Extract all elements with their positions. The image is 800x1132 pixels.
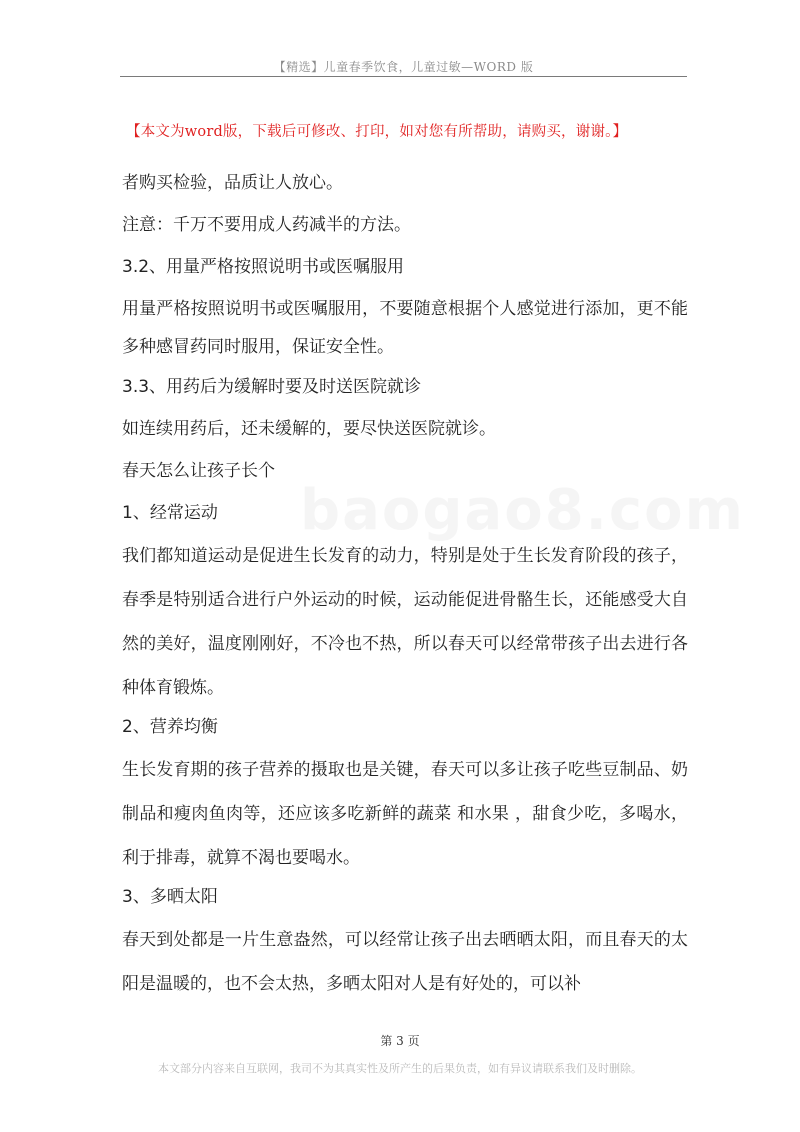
download-notice: 【本文为word版，下载后可修改、打印，如对您有所帮助，请购买，谢谢。】	[126, 124, 628, 140]
section-heading: 3、多晒太阳	[122, 887, 218, 907]
section-heading: 春天怎么让孩子长个	[122, 461, 275, 481]
page-footer: 本文部分内容来自互联网，我司不为其真实性及所产生的后果负责，如有异议请联系我们及时删除。	[158, 1062, 642, 1075]
page-header: 【精选】儿童春季饮食，儿童过敏—WORD 版	[273, 60, 534, 74]
section-heading: 3.3、用药后为缓解时要及时送医院就诊	[122, 377, 422, 397]
paragraph: 者购买检验，品质让人放心。	[122, 173, 343, 193]
paragraph: 如连续用药后，还未缓解的，要尽快送医院就诊。	[122, 419, 496, 439]
section-heading: 1、经常运动	[122, 503, 218, 523]
page-number: 第 3 页	[380, 1034, 420, 1048]
watermark: baogao8.com	[300, 478, 745, 543]
paragraph: 春天到处都是一片生意盎然，可以经常让孩子出去晒晒太阳，而且春天的太阳是温暖的，也不会太热，多晒太阳对人是有好处的，可以补	[122, 930, 688, 994]
paragraph: 生长发育期的孩子营养的摄取也是关键，春天可以多让孩子吃些豆制品、奶制品和瘦肉鱼肉等，还应该多吃新鲜的蔬菜 和水果 ，甜食少吃，多喝水，利于排毒，就算不渴也要喝水。	[122, 760, 688, 868]
section-heading: 2、营养均衡	[122, 717, 218, 737]
paragraph: 我们都知道运动是促进生长发育的动力，特别是处于生长发育阶段的孩子，春季是特别适合进行户外运动的时候，运动能促进骨骼生长，还能感受大自然的美好，温度刚刚好，不冷也不热，所以春天可以经常带孩子出去进行各种体育锻炼。	[122, 546, 688, 698]
paragraph: 用量严格按照说明书或医嘱服用，不要随意根据个人感觉进行添加，更不能多种感冒药同时服用，保证安全性。	[122, 299, 688, 357]
paragraph: 注意：千万不要用成人药减半的方法。	[122, 215, 411, 235]
section-heading: 3.2、用量严格按照说明书或医嘱服用	[122, 257, 405, 277]
document-body	[122, 168, 745, 1008]
header-divider	[120, 76, 687, 77]
